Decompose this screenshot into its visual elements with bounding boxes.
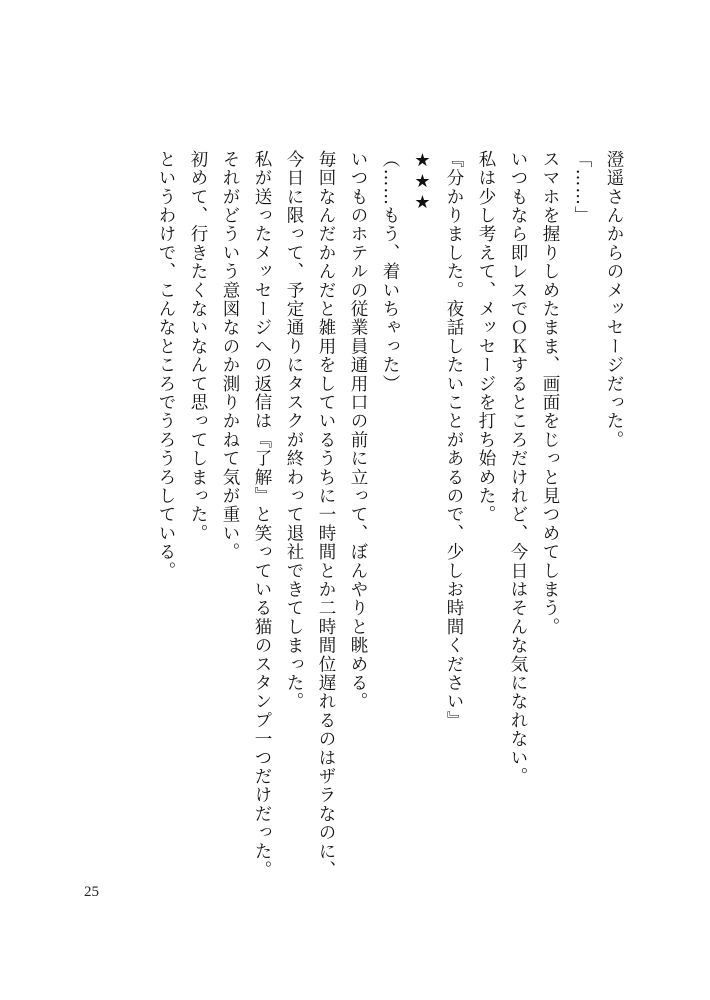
text-line: 今日に限って、予定通りにタスクが終わって退社できてしまった。 bbox=[284, 150, 304, 711]
text-line: というわけで、こんなところでうろうろしている。 bbox=[156, 150, 176, 581]
text-line: （……もう、着いちゃった） bbox=[380, 150, 400, 394]
vertical-text-body bbox=[150, 150, 630, 880]
text-line: 「……」 bbox=[572, 150, 592, 225]
text-line: 私が送ったメッセージへの返信は『了解』と笑っている猫のスタンプ一つだけだった。 bbox=[252, 150, 272, 880]
section-break-stars: ★★★ bbox=[412, 150, 433, 213]
text-line: 私は少し考えて、メッセージを打ち始めた。 bbox=[476, 150, 496, 524]
text-line: いつものホテルの従業員通用口の前に立って、ぼんやりと眺める。 bbox=[348, 150, 368, 711]
text-line: 『分かりました。夜話したいことがあるので、少しお時間ください』 bbox=[444, 150, 464, 730]
text-line: 初めて、行きたくないなんて思ってしまった。 bbox=[188, 150, 208, 543]
page-number: 25 bbox=[84, 884, 99, 900]
text-line: 毎回なんだかんだと雑用をしているうちに一時間とか二時間位遅れるのはザラなのに、 bbox=[316, 150, 336, 880]
text-line: スマホを握りしめたまま、画面をじっと見つめてしまう。 bbox=[540, 150, 560, 637]
text-line: 澄遥さんからのメッセージだった。 bbox=[604, 150, 624, 450]
text-line: いつもなら即レスでＯＫするところだけれど、今日はそんな気になれない。 bbox=[508, 150, 528, 786]
text-line: それがどういう意図なのか測りかねて気が重い。 bbox=[220, 150, 240, 562]
